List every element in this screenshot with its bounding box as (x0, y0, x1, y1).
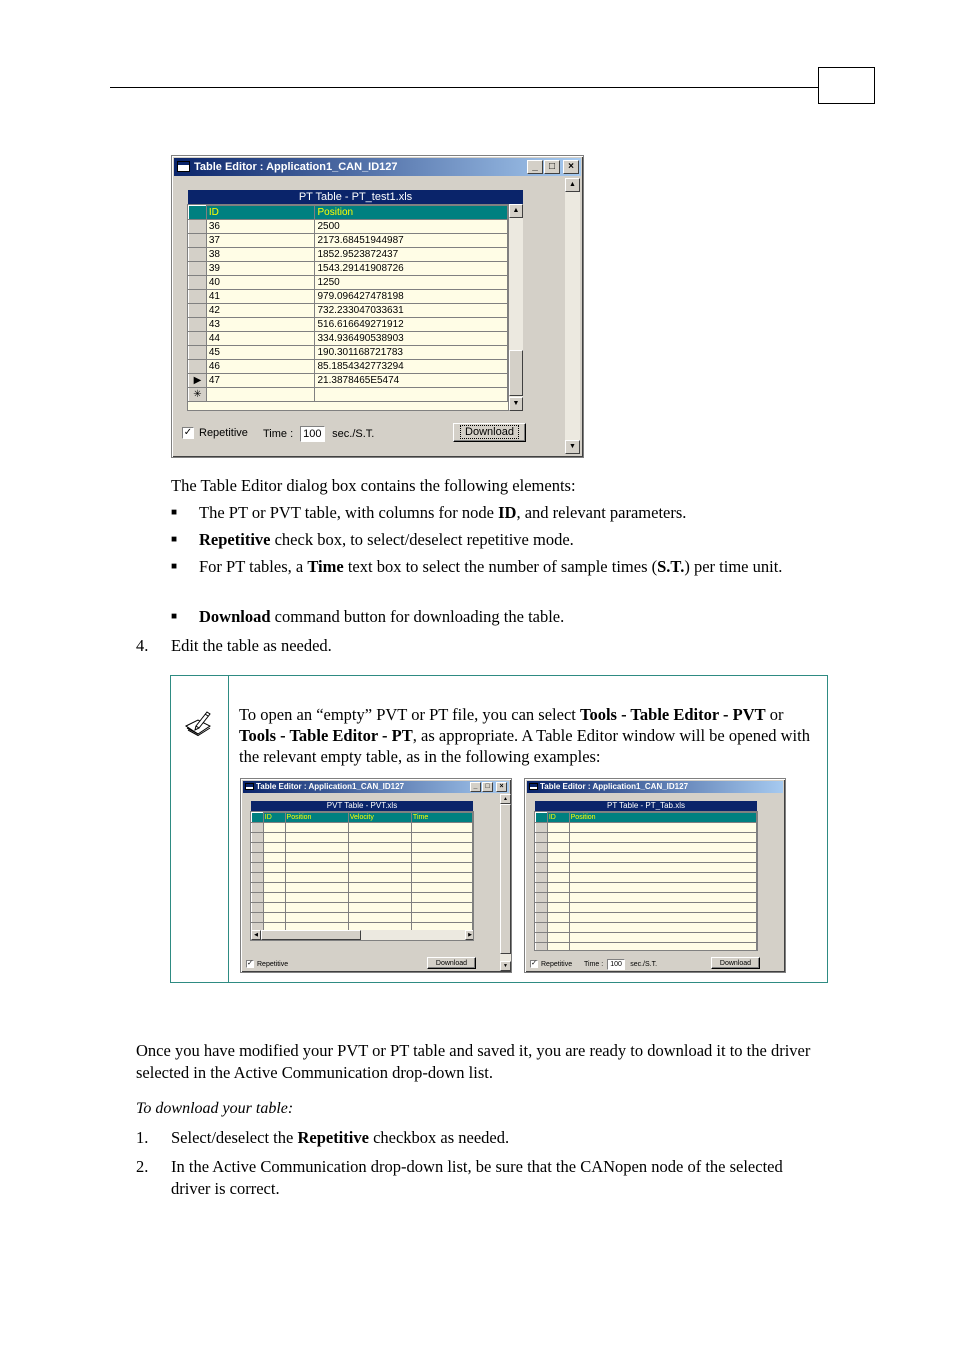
row-selector[interactable] (536, 873, 548, 883)
empty-cell[interactable] (547, 923, 569, 933)
header-selector-cell (252, 813, 264, 823)
empty-table-row[interactable] (252, 883, 473, 893)
empty-cell[interactable] (263, 873, 285, 883)
empty-cell[interactable] (263, 843, 285, 853)
empty-cell[interactable] (569, 823, 756, 833)
cell-position[interactable]: 2500 (315, 220, 508, 234)
empty-cell[interactable] (411, 843, 472, 853)
empty-cell[interactable] (547, 823, 569, 833)
empty-cell[interactable] (547, 873, 569, 883)
note-text: To open an “empty” PVT or PT file, you can select Tools - Table Editor - PVT or Tools - Table Editor - PT, as appropriate. A Table Editor window will be opened with the relevant empty table, as in the following examples: (239, 705, 810, 766)
empty-cell[interactable] (285, 913, 348, 923)
empty-cell[interactable] (569, 863, 756, 873)
pvt-repetitive-row[interactable] (246, 960, 288, 968)
close-button[interactable]: × (496, 782, 507, 792)
pt-table-grid[interactable] (187, 204, 509, 411)
empty-cell[interactable] (569, 923, 756, 933)
table-row[interactable] (189, 318, 508, 332)
row-selector[interactable] (536, 943, 548, 952)
app-window-icon (529, 783, 538, 790)
bullet-square-icon: ■ (171, 561, 178, 572)
pvt-column-time[interactable]: Time (411, 813, 472, 823)
empty-cell[interactable] (285, 823, 348, 833)
row-selector[interactable] (536, 933, 548, 943)
pvt-column-position[interactable]: Position (285, 813, 348, 823)
time-field-row (263, 426, 374, 442)
table-row[interactable] (189, 360, 508, 374)
empty-cell[interactable] (569, 873, 756, 883)
empty-cell[interactable] (411, 823, 472, 833)
cell-position[interactable]: 21.3878465E5474 (315, 374, 508, 388)
empty-cell[interactable] (547, 853, 569, 863)
empty-cell[interactable] (263, 853, 285, 863)
minimize-button[interactable]: _ (470, 782, 481, 792)
empty-table-row[interactable] (252, 903, 473, 913)
pvt-column-id[interactable]: ID (263, 813, 285, 823)
empty-cell[interactable] (285, 873, 348, 883)
empty-cell[interactable] (263, 833, 285, 843)
cell-position[interactable]: 1543.29141908726 (315, 262, 508, 276)
row-selector[interactable] (536, 863, 548, 873)
bullet-square-icon: ■ (171, 611, 178, 622)
window-scroll-down-arrow-icon[interactable]: ▼ (565, 440, 580, 454)
row-selector[interactable] (252, 893, 264, 903)
cell-id[interactable]: 40 (206, 276, 315, 290)
empty-cell[interactable] (569, 843, 756, 853)
cell-id[interactable]: 44 (206, 332, 315, 346)
pt-download-label: Download (719, 960, 752, 967)
cell-position[interactable]: 190.301168721783 (315, 346, 508, 360)
empty-table-row[interactable] (252, 863, 473, 873)
empty-table-row[interactable] (536, 903, 757, 913)
empty-cell[interactable] (569, 903, 756, 913)
column-header-id[interactable]: ID (206, 206, 315, 220)
cell-position[interactable]: 334.936490538903 (315, 332, 508, 346)
bullet-repetitive: ■ Repetitive check box, to select/deselect repetitive mode. (171, 530, 574, 549)
empty-cell[interactable] (411, 863, 472, 873)
table-row[interactable] (189, 220, 508, 234)
table-row[interactable] (189, 248, 508, 262)
cell-id[interactable]: 46 (206, 360, 315, 374)
row-selector[interactable] (252, 903, 264, 913)
note-box (170, 675, 828, 983)
note-pencil-icon (183, 706, 215, 743)
pt-column-id[interactable]: ID (547, 813, 569, 823)
h-scroll-thumb[interactable] (261, 930, 361, 940)
window-vertical-scrollbar[interactable] (565, 178, 580, 454)
empty-table-row[interactable] (252, 843, 473, 853)
cell-position[interactable]: 85.1854342773294 (315, 360, 508, 374)
intro-text: The Table Editor dialog box contains the following elements: (171, 476, 576, 495)
empty-table-row[interactable] (252, 853, 473, 863)
pt-column-position[interactable]: Position (569, 813, 756, 823)
empty-cell[interactable] (569, 933, 756, 943)
empty-cell[interactable] (285, 853, 348, 863)
empty-table-row[interactable] (252, 893, 473, 903)
repetitive-checkbox-row[interactable] (182, 427, 248, 439)
pvt-table-editor-dialog (240, 778, 512, 973)
cell-id[interactable]: 36 (206, 220, 315, 234)
empty-cell[interactable] (348, 883, 411, 893)
scroll-thumb[interactable] (500, 804, 511, 954)
empty-cell[interactable] (348, 873, 411, 883)
pvt-download-label: Download (435, 960, 468, 967)
row-selector[interactable] (252, 863, 264, 873)
pt-small-table-grid[interactable] (534, 811, 758, 951)
time-input[interactable]: 100 (300, 426, 325, 442)
cell-position[interactable]: 1250 (315, 276, 508, 290)
row-selector[interactable] (252, 843, 264, 853)
row-selector[interactable] (536, 913, 548, 923)
cell-position[interactable]: 979.096427478198 (315, 290, 508, 304)
current-row-arrow-icon[interactable]: ▶ (189, 374, 207, 388)
empty-cell[interactable] (285, 843, 348, 853)
note-divider (228, 676, 229, 982)
cell-id[interactable]: 39 (206, 262, 315, 276)
row-selector[interactable] (252, 823, 264, 833)
cell-id[interactable]: 41 (206, 290, 315, 304)
empty-cell[interactable] (285, 863, 348, 873)
time-unit-label: sec./S.T. (332, 428, 375, 440)
empty-cell[interactable] (547, 913, 569, 923)
pvt-dialog-title: Table Editor : Application1_CAN_ID127 (256, 782, 405, 791)
row-selector[interactable] (189, 248, 207, 262)
scroll-down-arrow-icon[interactable]: ▼ (509, 397, 523, 411)
pt-time-unit: sec./S.T. (630, 961, 658, 968)
row-selector[interactable] (189, 304, 207, 318)
pvt-repetitive-checkbox[interactable]: ✓ (247, 960, 253, 967)
cell-id[interactable]: 47 (206, 374, 315, 388)
bullet-square-icon: ■ (171, 534, 178, 545)
empty-cell[interactable] (315, 388, 508, 402)
empty-cell[interactable] (547, 933, 569, 943)
empty-cell[interactable] (569, 853, 756, 863)
pt-dialog-titlebar (527, 781, 783, 793)
download-intro-paragraph: Once you have modified your PVT or PT table and saved it, you are ready to download it to the driver selected in the Active Communication drop-down list. (136, 1041, 811, 1082)
dialog-titlebar (174, 158, 581, 176)
empty-cell[interactable] (547, 903, 569, 913)
empty-cell[interactable] (547, 833, 569, 843)
row-selector[interactable] (189, 360, 207, 374)
pt-table-editor-dialog (524, 778, 786, 973)
empty-cell[interactable] (348, 833, 411, 843)
row-selector[interactable] (189, 332, 207, 346)
row-selector[interactable] (189, 262, 207, 276)
column-header-position[interactable]: Position (315, 206, 508, 220)
row-selector[interactable] (536, 823, 548, 833)
empty-cell[interactable] (547, 843, 569, 853)
scroll-left-arrow-icon[interactable]: ◀ (251, 930, 261, 940)
pt-dialog-title: Table Editor : Application1_CAN_ID127 (540, 782, 689, 791)
maximize-button[interactable]: □ (544, 160, 560, 174)
empty-cell[interactable] (569, 913, 756, 923)
empty-table-row[interactable] (536, 863, 757, 873)
pt-header-row (536, 813, 757, 823)
scroll-thumb[interactable] (509, 350, 523, 396)
empty-cell[interactable] (411, 913, 472, 923)
empty-cell[interactable] (547, 863, 569, 873)
row-selector[interactable] (252, 873, 264, 883)
pvt-download-button[interactable] (427, 957, 476, 969)
pvt-table-title: PVT Table - PVT.xls (251, 801, 473, 811)
dialog-title: Table Editor : Application1_CAN_ID127 (194, 161, 398, 173)
row-selector[interactable] (252, 913, 264, 923)
pvt-dialog-titlebar (243, 781, 509, 793)
row-selector[interactable] (189, 346, 207, 360)
row-selector[interactable] (252, 853, 264, 863)
empty-table-row[interactable] (536, 843, 757, 853)
table-row[interactable] (189, 290, 508, 304)
empty-cell[interactable] (411, 873, 472, 883)
table-row[interactable] (189, 276, 508, 290)
empty-table-row[interactable] (536, 853, 757, 863)
table-editor-dialog (171, 155, 584, 458)
table-header-row (189, 206, 508, 220)
row-selector[interactable] (189, 318, 207, 332)
empty-cell[interactable] (263, 883, 285, 893)
empty-cell[interactable] (263, 913, 285, 923)
pvt-horizontal-scrollbar[interactable] (251, 930, 474, 940)
cell-id[interactable]: 37 (206, 234, 315, 248)
window-scroll-up-arrow-icon[interactable]: ▲ (565, 178, 580, 192)
cell-position[interactable]: 516.616649271912 (315, 318, 508, 332)
empty-table-row[interactable] (536, 943, 757, 952)
pt-repetitive-label: Repetitive (541, 960, 573, 968)
app-window-icon (245, 783, 254, 790)
header-rule (110, 87, 818, 88)
pt-time-row (584, 959, 657, 970)
empty-table-row[interactable] (536, 873, 757, 883)
empty-cell[interactable] (348, 853, 411, 863)
empty-table-row[interactable] (536, 923, 757, 933)
new-row[interactable] (189, 388, 508, 402)
empty-cell[interactable] (348, 893, 411, 903)
scroll-down-arrow-icon[interactable]: ▼ (500, 961, 511, 971)
row-selector[interactable] (189, 220, 207, 234)
pt-time-input[interactable]: 100 (607, 959, 625, 970)
row-selector[interactable] (252, 833, 264, 843)
app-window-icon (177, 161, 190, 172)
cell-position[interactable]: 1852.9523872437 (315, 248, 508, 262)
empty-cell[interactable] (263, 863, 285, 873)
cell-id[interactable]: 42 (206, 304, 315, 318)
step-2: 2. In the Active Communication drop-down list, be sure that the CANopen node of the selected driver is correct. (136, 1157, 783, 1198)
empty-cell[interactable] (285, 903, 348, 913)
row-selector[interactable] (189, 290, 207, 304)
empty-cell[interactable] (348, 843, 411, 853)
maximize-button[interactable]: □ (482, 782, 493, 792)
empty-table-row[interactable] (536, 883, 757, 893)
pvt-header-row (252, 813, 473, 823)
empty-cell[interactable] (411, 883, 472, 893)
empty-table-row[interactable] (252, 833, 473, 843)
empty-table-row[interactable] (252, 823, 473, 833)
header-selector-cell (189, 206, 207, 220)
pt-table-title: PT Table - PT_Tab.xls (535, 801, 757, 811)
empty-cell[interactable] (206, 388, 315, 402)
step-4: 4. Edit the table as needed. (136, 636, 332, 655)
row-selector[interactable] (536, 843, 548, 853)
cell-position[interactable]: 2173.68451944987 (315, 234, 508, 248)
empty-table-row[interactable] (536, 913, 757, 923)
page-number-box (818, 67, 875, 104)
empty-cell[interactable] (263, 893, 285, 903)
table-row[interactable] (189, 262, 508, 276)
minimize-button[interactable]: _ (527, 160, 543, 174)
empty-cell[interactable] (348, 823, 411, 833)
empty-cell[interactable] (285, 833, 348, 843)
cell-id[interactable]: 43 (206, 318, 315, 332)
empty-cell[interactable] (569, 833, 756, 843)
pt-download-button[interactable] (711, 957, 760, 969)
empty-cell[interactable] (411, 893, 472, 903)
empty-table-row[interactable] (536, 833, 757, 843)
scroll-up-arrow-icon[interactable]: ▲ (500, 794, 511, 804)
cell-id[interactable]: 45 (206, 346, 315, 360)
procedure-heading: To download your table: (136, 1100, 294, 1117)
empty-cell[interactable] (547, 893, 569, 903)
pt-repetitive-row[interactable] (530, 960, 572, 968)
table-row[interactable] (189, 234, 508, 248)
scroll-up-arrow-icon[interactable]: ▲ (509, 204, 523, 218)
empty-table-row[interactable] (536, 893, 757, 903)
cell-id[interactable]: 38 (206, 248, 315, 262)
bullet-time: ■ For PT tables, a Time text box to select the number of sample times (S.T.) per time unit. (171, 557, 783, 576)
bullet-square-icon: ■ (171, 507, 178, 518)
cell-position[interactable]: 732.233047033631 (315, 304, 508, 318)
row-selector[interactable] (536, 903, 548, 913)
empty-table-row[interactable] (252, 913, 473, 923)
row-selector[interactable] (536, 923, 548, 933)
empty-cell[interactable] (569, 893, 756, 903)
empty-cell[interactable] (411, 853, 472, 863)
row-selector[interactable] (252, 883, 264, 893)
bullet-table: ■ The PT or PVT table, with columns for node ID, and relevant parameters. (171, 503, 687, 522)
row-selector[interactable] (536, 853, 548, 863)
empty-cell[interactable] (547, 943, 569, 952)
row-selector[interactable] (189, 276, 207, 290)
table-row[interactable] (189, 346, 508, 360)
table-row[interactable] (189, 332, 508, 346)
repetitive-checkbox[interactable]: ✓ (183, 427, 193, 438)
download-button[interactable] (453, 423, 526, 442)
empty-cell[interactable] (285, 893, 348, 903)
pt-repetitive-checkbox[interactable]: ✓ (531, 960, 537, 967)
header-selector-cell (536, 813, 548, 823)
empty-cell[interactable] (569, 883, 756, 893)
empty-table-row[interactable] (536, 933, 757, 943)
empty-cell[interactable] (411, 903, 472, 913)
empty-table-row[interactable] (252, 873, 473, 883)
row-selector[interactable] (536, 833, 548, 843)
pvt-window-scrollbar[interactable] (500, 794, 511, 971)
empty-cell[interactable] (547, 883, 569, 893)
empty-cell[interactable] (348, 913, 411, 923)
empty-table-row[interactable] (536, 823, 757, 833)
repetitive-label: Repetitive (199, 427, 248, 439)
table-vertical-scrollbar[interactable] (509, 204, 523, 411)
table-row[interactable] (189, 304, 508, 318)
new-row-asterisk-icon: ✳ (189, 388, 207, 402)
empty-cell[interactable] (348, 903, 411, 913)
row-selector[interactable] (189, 234, 207, 248)
empty-cell[interactable] (348, 863, 411, 873)
row-selector[interactable] (536, 893, 548, 903)
empty-cell[interactable] (263, 903, 285, 913)
empty-cell[interactable] (411, 833, 472, 843)
time-label: Time : (263, 428, 294, 440)
close-button[interactable]: × (563, 160, 579, 174)
table-title: PT Table - PT_test1.xls (188, 190, 523, 204)
row-selector[interactable] (536, 883, 548, 893)
pvt-table-grid[interactable] (250, 811, 474, 941)
pt-time-label: Time : (584, 961, 604, 968)
pvt-repetitive-label: Repetitive (257, 960, 289, 968)
scroll-right-arrow-icon[interactable]: ▶ (465, 930, 474, 940)
empty-cell[interactable] (285, 883, 348, 893)
pvt-column-velocity[interactable]: Velocity (348, 813, 411, 823)
download-button-label: Download (460, 425, 519, 439)
step-1: 1. Select/deselect the Repetitive checkbox as needed. (136, 1128, 510, 1147)
bullet-download: ■ Download command button for downloading the table. (171, 607, 565, 626)
empty-cell[interactable] (569, 943, 756, 952)
table-row[interactable] (189, 374, 508, 388)
empty-cell[interactable] (263, 823, 285, 833)
